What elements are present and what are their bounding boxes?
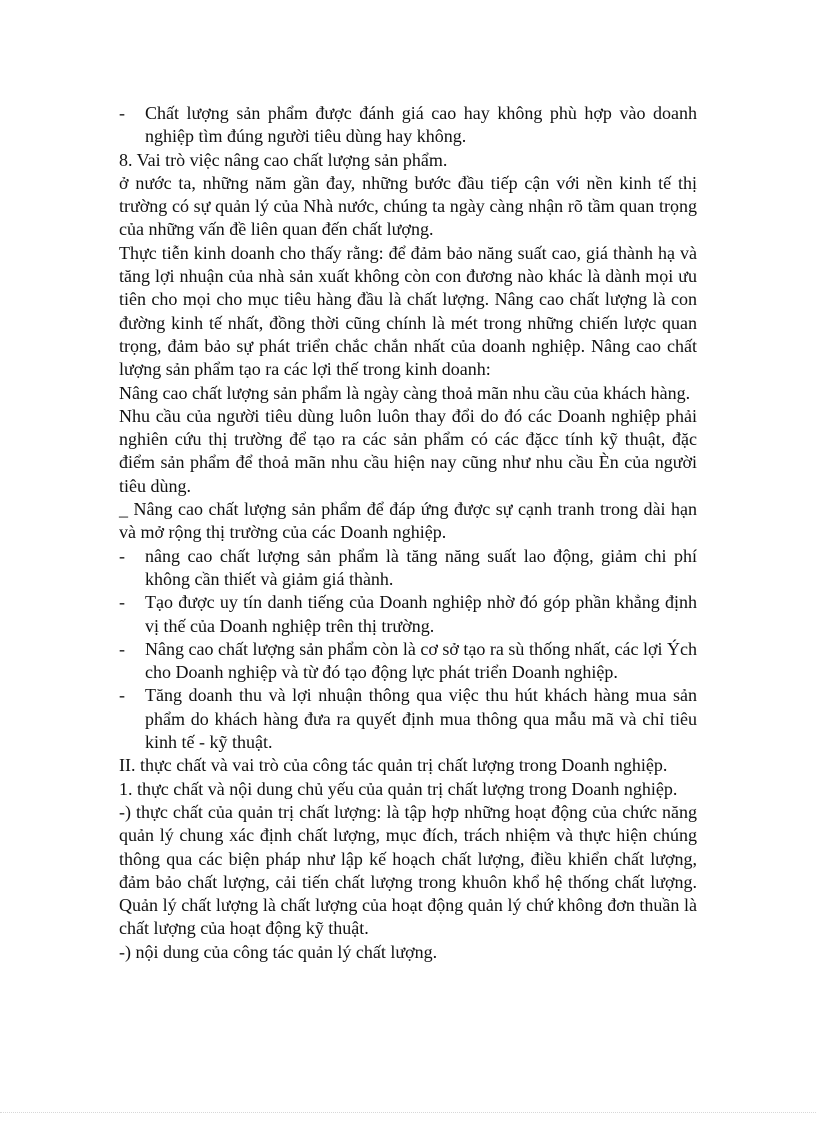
bullet-item: [119, 102, 697, 149]
bullet-text: nâng cao chất lượng sản phẩm là tăng năng suất lao động, giảm chi phí không cần thiết và giảm giá thành.: [145, 545, 697, 589]
bullet-item: [119, 591, 697, 638]
bullet-dash: -: [119, 545, 125, 566]
bullet-text: Chất lượng sản phẩm được đánh giá cao hay không phù hợp vào doanh nghiệp tìm đúng người tiêu dùng hay không.: [145, 103, 697, 147]
bullet-dash: -: [119, 103, 125, 123]
paragraph: _ Nâng cao chất lượng sản phẩm để đáp ứng được sự cạnh tranh trong dài hạn và mở rộng thị trường của các Doanh nghiệp.: [119, 499, 697, 543]
paragraph: Thực tiễn kinh doanh cho thấy rằng: để đảm bảo năng suất cao, giá thành hạ và tăng lợi nhuận của nhà sản xuất không còn con đương nào khác là dành mọi ưu tiên cho mọi cho mục tiêu hàng đầu là chất lượng. Nâng cao chất lượng là con đường kinh tế nhất, đồng thời cũng chính là mét trong những chiến lược quan trọng, đảm bảo sự phát triển chắc chắn nhất của doanh nghiệp. Nâng cao chất lượng sản phẩm tạo ra các lợi thế trong kinh doanh:: [119, 242, 697, 380]
bullet-item: [119, 638, 697, 685]
bullet-dash: -: [119, 592, 125, 613]
bullet-text: Tạo được uy tín danh tiếng của Doanh nghiệp nhờ đó góp phần khẳng định vị thế của Doanh nghiệp trên thị trường.: [145, 592, 697, 636]
section-heading: II. thực chất và vai trò của công tác quản trị chất lượng trong Doanh nghiệp.: [119, 755, 668, 776]
bullet-dash: -: [119, 685, 125, 706]
page-bottom-rule: [0, 1112, 816, 1113]
bullet-dash: -: [119, 638, 125, 659]
document-body: [119, 102, 697, 964]
paragraph: Nhu cầu của người tiêu dùng luôn luôn thay đổi do đó các Doanh nghiệp phải nghiên cứu thị trường để tạo ra các sản phẩm có các đặcc tính kỹ thuật, đặc điểm sản phẩm để thoả mãn nhu cầu hiện nay cũng như nhu cầu Èn của người tiêu dùng.: [119, 405, 697, 496]
section-heading: 8. Vai trò việc nâng cao chất lượng sản phẩm.: [119, 149, 448, 170]
paragraph: -) nội dung của công tác quản lý chất lượng.: [119, 941, 438, 962]
bullet-item: [119, 684, 697, 754]
paragraph: Nâng cao chất lượng sản phẩm là ngày càng thoả mãn nhu cầu của khách hàng.: [119, 382, 691, 403]
subsection-heading: 1. thực chất và nội dung chủ yếu của quản trị chất lượng trong Doanh nghiệp.: [119, 778, 678, 799]
bullet-item: [119, 545, 697, 592]
bullet-text: Tăng doanh thu và lợi nhuận thông qua việc thu hút khách hàng mua sản phẩm do khách hàng đưa ra quyết định mua thông qua mẫu mã và chỉ tiêu kinh tế - kỹ thuật.: [145, 685, 697, 753]
paragraph: -) thực chất của quản trị chất lượng: là tập hợp những hoạt động của chức năng quản lý chung xác định chất lượng, mục đích, trách nhiệm và thực hiện chúng thông qua các biện pháp như lập kế hoạch chất lượng, điều khiển chất lượng, đảm bảo chất lượng, cải tiến chất lượng trong khuôn khổ hệ thống chất lượng. Quản lý chất lượng là chất lượng của hoạt động quản lý chứ không đơn thuần là chất lượng của hoạt động kỹ thuật.: [119, 801, 697, 939]
bullet-text: Nâng cao chất lượng sản phẩm còn là cơ sở tạo ra sù thống nhất, các lợi Ých cho Doanh nghiệp và từ đó tạo động lực phát triển Doanh nghiệp.: [145, 638, 697, 683]
paragraph: ở nước ta, những năm gần đay, những bước đầu tiếp cận với nền kinh tế thị trường có sự quản lý của Nhà nước, chúng ta ngày càng nhận rõ tầm quan trọng của những vấn đề liên quan đến chất lượng.: [119, 172, 697, 240]
